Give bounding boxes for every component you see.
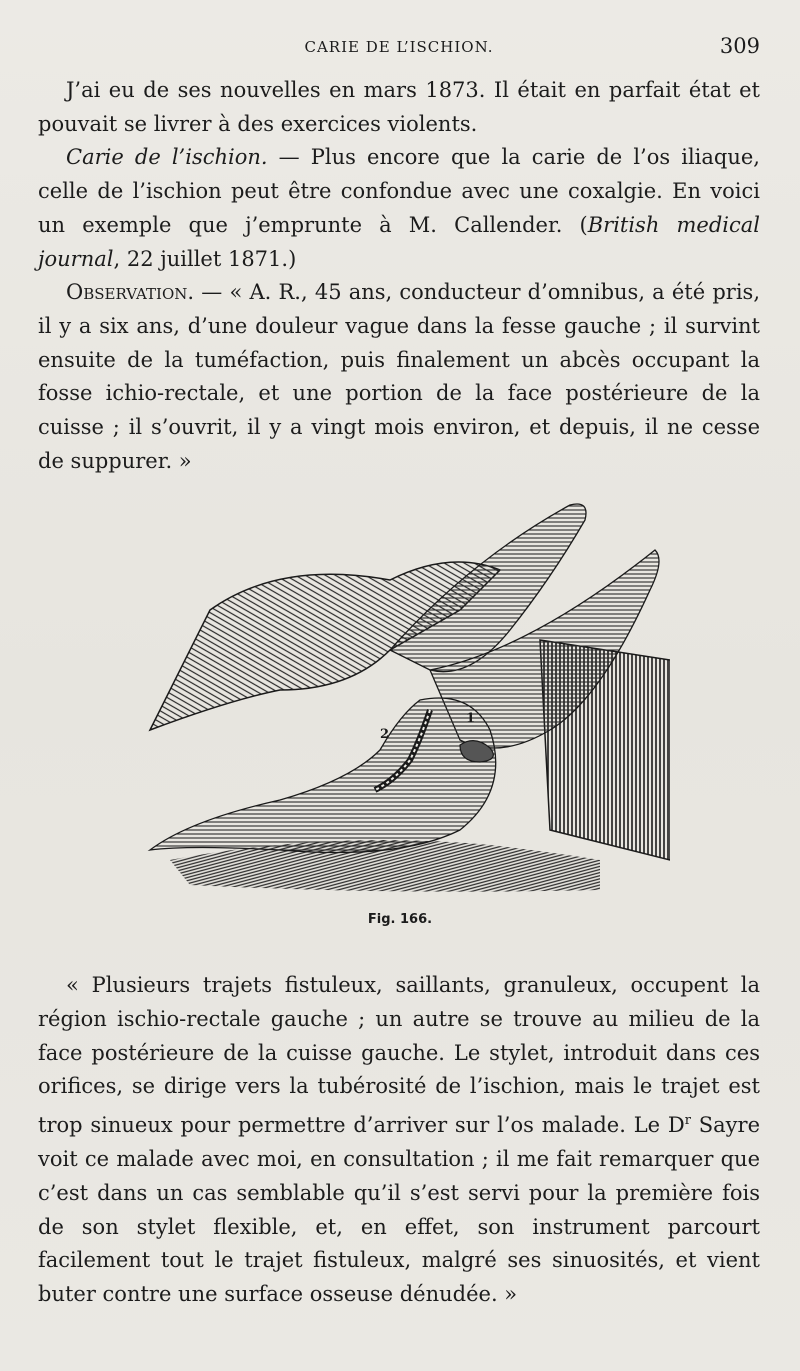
paragraph-text: — Plus encore que la carie de l’os iliaque, celle de l’ischion peut être confondue avec une coxalgie. En voici un exemple que j’emprunte à M. Callender. ( <box>38 145 760 237</box>
page-header <box>38 34 760 64</box>
buttocks <box>150 698 496 853</box>
paragraph-carie <box>38 141 760 276</box>
text-block-top <box>38 74 760 478</box>
paragraph-text-end: Sayre voit ce malade avec moi, en consultation ; il me fait remarquer que c’est dans un cas semblable qu’il s’est servi pour la première fois de son stylet flexible, et, en effet, son instrument parcourt facilement tout le trajet fistuleux, malgré ses sinuosités, et vient buter contre une surface osseuse dénudée. » <box>38 1113 760 1307</box>
superscript-r: r <box>684 1113 691 1129</box>
paragraph-text: J’ai eu de ses nouvelles en mars 1873. Il était en parfait état et pouvait se livrer à des exercices violents. <box>38 78 760 136</box>
running-title: CARIE DE L’ISCHION. <box>304 38 494 56</box>
observation-lead: Observation. <box>66 280 195 305</box>
paragraph-news <box>38 74 760 141</box>
page-number: 309 <box>719 34 760 58</box>
paragraph-text-end: , 22 juillet 1871.) <box>113 246 297 271</box>
paragraph-text: « Plusieurs trajets fistuleux, saillants, granuleux, occupent la région ischio-rectale gauche ; un autre se trouve au milieu de la face postérieure de la cuisse gauche. Le stylet, introduit dans ces orifices, se dirige vers la tubérosité de l’ischion, mais le trajet est trop sinueux pour permettre d’arriver sur l’os malade. Le D <box>38 973 760 1138</box>
figure-label-1: 1 <box>466 711 476 726</box>
section-lead: Carie de l’ischion. <box>66 145 268 170</box>
text-block-bottom <box>38 969 760 1312</box>
paragraph-text: — « A. R., 45 ans, conducteur d’omnibus, a été pris, il y a six ans, d’une douleur vague dans la fesse gauche ; il survint ensuite de la tuméfaction, puis finalement un abcès occupant la fosse ichio-rectale, et une portion de la face postérieure de la cuisse ; il s’ouvrit, il y a vingt mois environ, et depuis, il ne cesse de suppurer. » <box>38 280 760 473</box>
figure-label-2: 2 <box>380 727 390 742</box>
paragraph-observation <box>38 276 760 478</box>
engraving-figure <box>130 500 670 900</box>
journal-reference: British medical journal <box>38 212 761 271</box>
figure-caption: Fig. 166. <box>367 912 433 927</box>
paragraph-fistula <box>38 969 760 1312</box>
